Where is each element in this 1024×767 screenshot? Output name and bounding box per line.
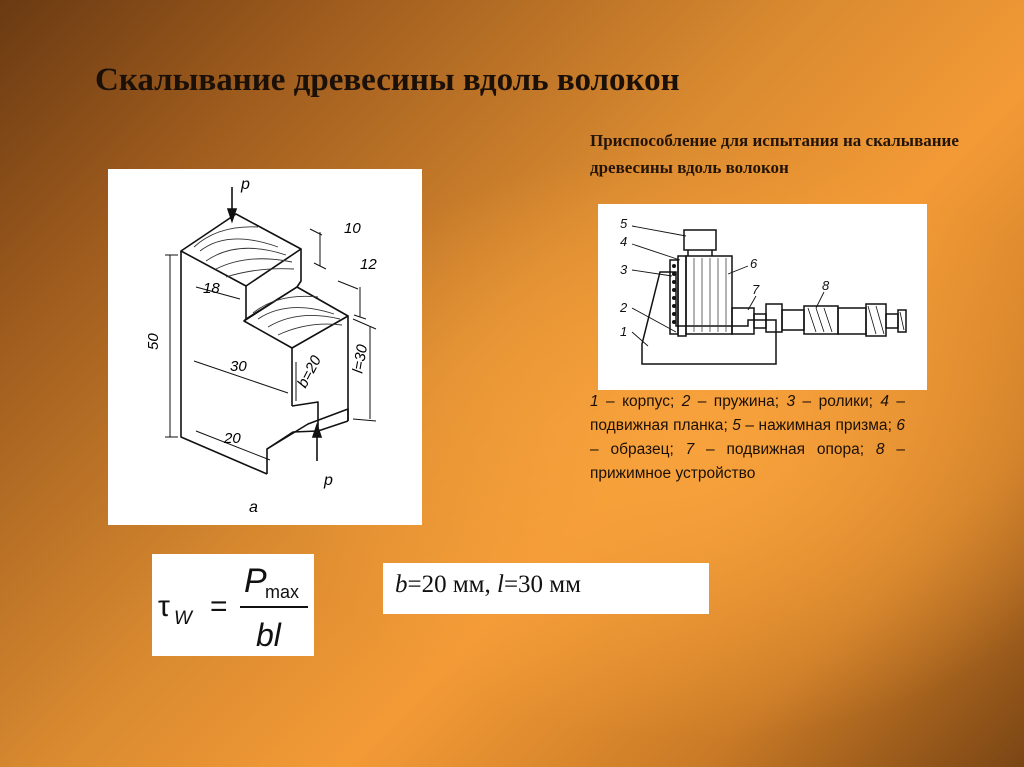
device-caption: Приспособление для испытания на скалывание древесины вдоль волокон bbox=[590, 131, 959, 177]
dimensions-text bbox=[395, 571, 581, 599]
legend-text-2: пружина bbox=[713, 393, 775, 410]
formula-numerator-subscript: max bbox=[265, 582, 300, 602]
dim-label-20: 20 bbox=[224, 430, 241, 447]
callout-6: 6 bbox=[750, 256, 758, 271]
legend-text-3: ролики bbox=[818, 393, 869, 410]
dim-b-value: =20 мм, bbox=[407, 571, 497, 598]
device-legend: 1 – корпус; 2 – пружина; 3 – ролики; 4 – подвижная планка; 5 – нажимная призма; 6 – образец; 7 – подвижная опора; 8 – прижимное устройство bbox=[590, 393, 906, 482]
callout-1: 1 bbox=[620, 324, 628, 339]
dim-b-symbol: b bbox=[395, 571, 408, 598]
dim-label-50: 50 bbox=[145, 333, 162, 350]
formula-tau-subscript: W bbox=[174, 608, 192, 629]
legend-num-2: 2 bbox=[681, 393, 691, 410]
device-drawing bbox=[598, 204, 927, 390]
callout-4: 4 bbox=[620, 234, 628, 249]
device-drawing-panel bbox=[598, 204, 927, 390]
legend-num-5: 5 bbox=[732, 417, 741, 434]
dim-label-12: 12 bbox=[360, 256, 377, 273]
callout-2: 2 bbox=[620, 300, 628, 315]
formula-numerator: P bbox=[244, 562, 267, 600]
legend-text-7: подвижная опора bbox=[726, 441, 860, 458]
legend-text-8: прижимное устройство bbox=[590, 465, 756, 482]
formula-denominator: bl bbox=[256, 617, 281, 653]
formula-graphic bbox=[152, 554, 314, 656]
dim-label-30: 30 bbox=[230, 358, 247, 375]
specimen-drawing bbox=[108, 169, 422, 525]
force-label-top: p bbox=[241, 176, 250, 193]
formula-equals: = bbox=[210, 590, 228, 623]
callout-5: 5 bbox=[620, 216, 628, 231]
callout-8: 8 bbox=[822, 278, 830, 293]
specimen-drawing-panel bbox=[108, 169, 422, 525]
legend-num-1: 1 bbox=[590, 393, 599, 410]
dim-label-l: l=30 bbox=[349, 343, 372, 375]
force-label-bottom: p bbox=[324, 472, 333, 489]
legend-num-8: 8 bbox=[875, 441, 885, 458]
legend-text-6: образец bbox=[610, 441, 670, 458]
callout-3: 3 bbox=[620, 262, 628, 277]
dim-label-b: b=20 bbox=[294, 352, 325, 391]
legend-text-5: нажимная призма bbox=[758, 417, 888, 434]
slide-title: Скалывание древесины вдоль волокон bbox=[95, 62, 680, 98]
legend-num-3: 3 bbox=[786, 393, 796, 410]
callout-7: 7 bbox=[752, 282, 760, 297]
legend-text-1: корпус bbox=[622, 393, 670, 410]
dim-label-10: 10 bbox=[344, 220, 361, 237]
legend-text-4: подвижная планка bbox=[590, 417, 724, 434]
dim-l-symbol: l bbox=[497, 571, 504, 598]
legend-num-6: 6 bbox=[896, 417, 906, 434]
legend-num-4: 4 bbox=[880, 393, 889, 410]
dimensions-box bbox=[383, 563, 709, 614]
figure-label: а bbox=[249, 499, 258, 516]
formula-tau: τ bbox=[158, 590, 170, 623]
shear-stress-formula bbox=[152, 554, 314, 656]
dim-label-18: 18 bbox=[203, 280, 220, 297]
legend-num-7: 7 bbox=[685, 441, 695, 458]
dim-l-value: =30 мм bbox=[503, 571, 581, 598]
